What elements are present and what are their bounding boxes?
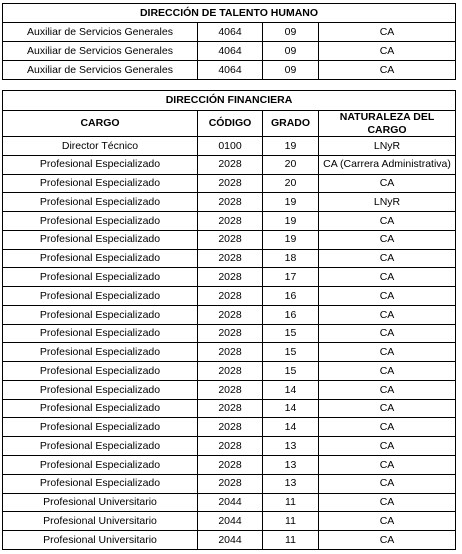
cell-naturaleza: CA xyxy=(319,230,456,249)
cell-grado: 11 xyxy=(263,512,319,531)
cell-cargo: Profesional Especializado xyxy=(3,362,198,381)
cell-naturaleza: CA xyxy=(319,324,456,343)
cell-grado: 11 xyxy=(263,531,319,550)
direccion-financiera-table xyxy=(2,90,456,550)
cell-codigo: 2028 xyxy=(198,418,263,437)
cell-cargo: Profesional Especializado xyxy=(3,324,198,343)
header-naturaleza: NATURALEZA DEL CARGO xyxy=(319,111,456,137)
cell-grado: 19 xyxy=(263,230,319,249)
cell-naturaleza: CA xyxy=(319,531,456,550)
cell-cargo: Profesional Especializado xyxy=(3,456,198,475)
table-row xyxy=(3,249,456,268)
cell-codigo: 2044 xyxy=(198,512,263,531)
table-row xyxy=(3,23,456,42)
cell-codigo: 2028 xyxy=(198,324,263,343)
cell-grado: 11 xyxy=(263,493,319,512)
table-row xyxy=(3,456,456,475)
cell-naturaleza: CA xyxy=(319,174,456,193)
table-row xyxy=(3,61,456,80)
cell-cargo: Profesional Especializado xyxy=(3,418,198,437)
cell-codigo: 4064 xyxy=(198,42,263,61)
table-row xyxy=(3,212,456,231)
table-row xyxy=(3,380,456,399)
table-row xyxy=(3,268,456,287)
talento-humano-table xyxy=(2,3,456,80)
cell-cargo: Profesional Especializado xyxy=(3,399,198,418)
cell-grado: 09 xyxy=(263,61,319,80)
cell-cargo: Profesional Especializado xyxy=(3,474,198,493)
cell-naturaleza: CA xyxy=(319,305,456,324)
cell-codigo: 2028 xyxy=(198,437,263,456)
cell-grado: 20 xyxy=(263,155,319,174)
cell-naturaleza: CA xyxy=(319,399,456,418)
cell-codigo: 2028 xyxy=(198,287,263,306)
cell-naturaleza: CA xyxy=(319,380,456,399)
cell-grado: 15 xyxy=(263,362,319,381)
cell-cargo: Profesional Especializado xyxy=(3,212,198,231)
cell-codigo: 2028 xyxy=(198,230,263,249)
cell-naturaleza: CA xyxy=(319,474,456,493)
cell-codigo: 2028 xyxy=(198,212,263,231)
cell-naturaleza: CA xyxy=(319,268,456,287)
cell-grado: 16 xyxy=(263,287,319,306)
cell-naturaleza: CA xyxy=(319,212,456,231)
cell-cargo: Profesional Universitario xyxy=(3,531,198,550)
cell-grado: 09 xyxy=(263,42,319,61)
cell-codigo: 2028 xyxy=(198,249,263,268)
cell-cargo: Auxiliar de Servicios Generales xyxy=(3,61,198,80)
cell-cargo: Profesional Universitario xyxy=(3,512,198,531)
cell-codigo: 0100 xyxy=(198,137,263,156)
cell-codigo: 2028 xyxy=(198,380,263,399)
table-row xyxy=(3,531,456,550)
cell-naturaleza: CA xyxy=(319,456,456,475)
cell-cargo: Profesional Especializado xyxy=(3,287,198,306)
cell-codigo: 2028 xyxy=(198,305,263,324)
cell-cargo: Profesional Especializado xyxy=(3,174,198,193)
header-cargo: CARGO xyxy=(3,111,198,137)
cell-grado: 14 xyxy=(263,380,319,399)
table-row xyxy=(3,305,456,324)
table-row xyxy=(3,493,456,512)
cell-codigo: 2044 xyxy=(198,531,263,550)
cell-grado: 18 xyxy=(263,249,319,268)
cell-cargo: Profesional Universitario xyxy=(3,493,198,512)
table-row xyxy=(3,399,456,418)
cell-codigo: 2028 xyxy=(198,268,263,287)
cell-naturaleza: CA xyxy=(319,512,456,531)
cell-grado: 19 xyxy=(263,193,319,212)
cell-codigo: 2044 xyxy=(198,493,263,512)
cell-grado: 20 xyxy=(263,174,319,193)
cell-cargo: Profesional Especializado xyxy=(3,230,198,249)
cell-codigo: 2028 xyxy=(198,474,263,493)
cell-grado: 15 xyxy=(263,324,319,343)
table-row xyxy=(3,324,456,343)
cell-grado: 15 xyxy=(263,343,319,362)
table-row xyxy=(3,137,456,156)
cell-naturaleza: CA xyxy=(319,362,456,381)
cell-grado: 13 xyxy=(263,437,319,456)
cell-cargo: Profesional Especializado xyxy=(3,437,198,456)
cell-naturaleza: CA xyxy=(319,437,456,456)
cell-cargo: Profesional Especializado xyxy=(3,155,198,174)
table-row xyxy=(3,287,456,306)
cell-grado: 16 xyxy=(263,305,319,324)
cell-codigo: 2028 xyxy=(198,362,263,381)
cell-codigo: 2028 xyxy=(198,456,263,475)
cell-codigo: 2028 xyxy=(198,399,263,418)
cell-codigo: 2028 xyxy=(198,174,263,193)
cell-naturaleza: CA xyxy=(319,418,456,437)
cell-grado: 13 xyxy=(263,474,319,493)
table-row xyxy=(3,155,456,174)
cell-codigo: 4064 xyxy=(198,61,263,80)
table-row xyxy=(3,437,456,456)
cell-naturaleza: CA xyxy=(319,42,456,61)
cell-cargo: Profesional Especializado xyxy=(3,380,198,399)
cell-cargo: Profesional Especializado xyxy=(3,305,198,324)
table-row xyxy=(3,362,456,381)
table-row xyxy=(3,512,456,531)
cell-cargo: Profesional Especializado xyxy=(3,249,198,268)
cell-cargo: Director Técnico xyxy=(3,137,198,156)
cell-codigo: 2028 xyxy=(198,343,263,362)
cell-cargo: Auxiliar de Servicios Generales xyxy=(3,42,198,61)
table-row xyxy=(3,230,456,249)
direccion-financiera-title: DIRECCIÓN FINANCIERA xyxy=(3,91,456,111)
table-row xyxy=(3,343,456,362)
cell-codigo: 2028 xyxy=(198,155,263,174)
table-row xyxy=(3,174,456,193)
cell-naturaleza: CA xyxy=(319,287,456,306)
cell-naturaleza: LNyR xyxy=(319,193,456,212)
table-row xyxy=(3,193,456,212)
cell-naturaleza: CA xyxy=(319,61,456,80)
talento-humano-title: DIRECCIÓN DE TALENTO HUMANO xyxy=(3,4,456,23)
header-grado: GRADO xyxy=(263,111,319,137)
cell-codigo: 2028 xyxy=(198,193,263,212)
cell-naturaleza: CA xyxy=(319,249,456,268)
cell-naturaleza: CA (Carrera Administrativa) xyxy=(319,155,456,174)
cell-naturaleza: CA xyxy=(319,493,456,512)
table-row xyxy=(3,42,456,61)
table-row xyxy=(3,474,456,493)
cell-grado: 14 xyxy=(263,418,319,437)
cell-grado: 09 xyxy=(263,23,319,42)
cell-naturaleza: CA xyxy=(319,343,456,362)
cell-naturaleza: CA xyxy=(319,23,456,42)
cell-grado: 14 xyxy=(263,399,319,418)
cell-codigo: 4064 xyxy=(198,23,263,42)
cell-grado: 19 xyxy=(263,137,319,156)
cell-cargo: Profesional Especializado xyxy=(3,193,198,212)
cell-naturaleza: LNyR xyxy=(319,137,456,156)
cell-cargo: Profesional Especializado xyxy=(3,343,198,362)
cell-cargo: Auxiliar de Servicios Generales xyxy=(3,23,198,42)
cell-grado: 17 xyxy=(263,268,319,287)
cell-cargo: Profesional Especializado xyxy=(3,268,198,287)
table-row xyxy=(3,418,456,437)
header-codigo: CÓDIGO xyxy=(198,111,263,137)
cell-grado: 13 xyxy=(263,456,319,475)
cell-grado: 19 xyxy=(263,212,319,231)
